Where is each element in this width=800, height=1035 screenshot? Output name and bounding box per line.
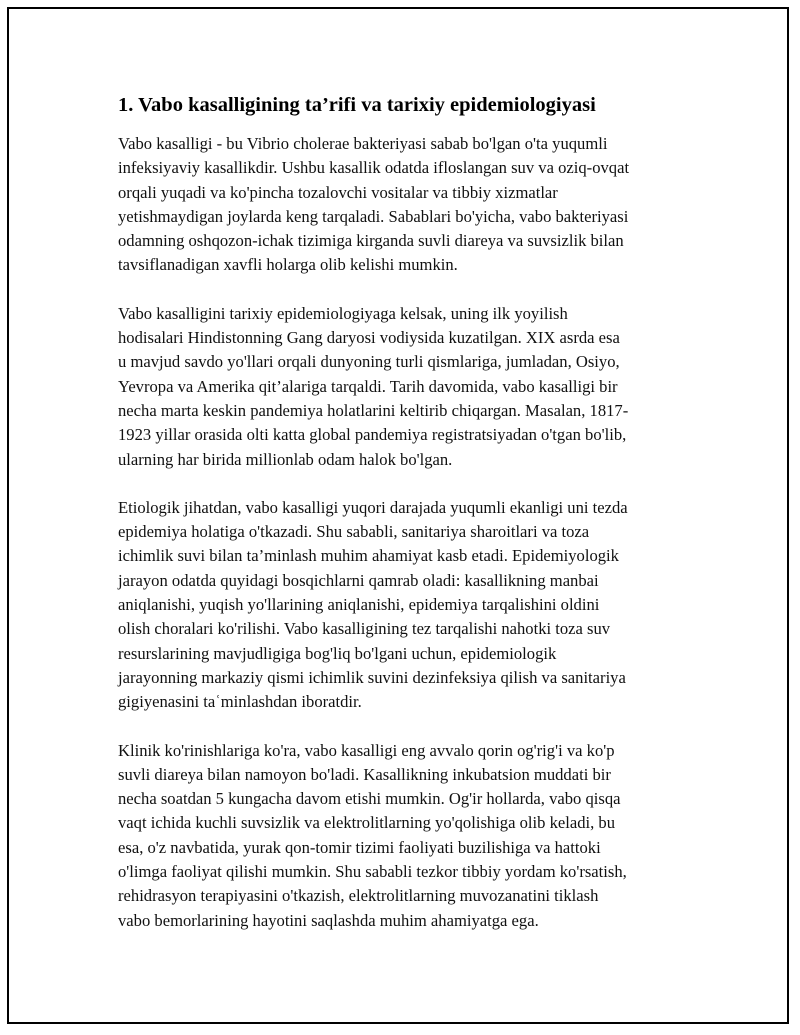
text-line: Vabo kasalligi - bu Vibrio cholerae bakteriyasi sabab bo'lgan o'ta yuqumli: [118, 134, 608, 153]
text-line: Klinik ko'rinishlariga ko'ra, vabo kasalligi eng avvalo qorin og'rig'i va ko'p: [118, 740, 615, 760]
paragraph-2: [118, 302, 698, 472]
text-line: necha soatdan 5 kungacha davom etishi mumkin. Og'ir hollarda, vabo qisqa: [118, 789, 621, 809]
text-line: hodisalari Hindistonning Gang daryosi vodiysida kuzatilgan. XIX asrda esa: [118, 328, 620, 348]
text-line: jarayon odatda quyidagi bosqichlarni qamrab oladi: kasallikning manbai: [118, 570, 599, 590]
text-line: esa, o'z navbatida, yurak qon-tomir tizimi faoliyati buzilishiga va hattoki: [118, 837, 601, 857]
text-line: odamning oshqozon-ichak tizimiga kirganda suvli diareya va suvsizlik bilan: [118, 231, 624, 251]
text-line: ichimlik suvi bilan ta’minlash muhim ahamiyat kasb etadi. Epidemiyologik: [118, 546, 619, 566]
text-line: u mavjud savdo yo'llari orqali dunyoning turli qismlariga, jumladan, Osiyo,: [118, 352, 620, 372]
text-line: resurslarining mavjudligiga bog'liq bo'lgani uchun, epidemiologik: [118, 643, 557, 663]
text-line: epidemiya holatiga o'tkazadi. Shu sababli, sanitariya sharoitlari va toza: [118, 522, 590, 542]
section-heading: 1. Vabo kasalligining ta’rifi va tarixiy epidemiologiyasi: [118, 94, 596, 116]
text-line: Etiologik jihatdan, vabo kasalligi yuqori darajada yuqumli ekanligi uni tezda: [118, 497, 628, 517]
document-body: [118, 92, 698, 957]
text-line: tavsiflanadigan xavfli holarga olib kelishi mumkin.: [118, 255, 458, 275]
text-line: gigiyenasini taʿminlashdan iboratdir.: [118, 692, 362, 712]
text-line: ularning har birida millionlab odam halok bo'lgan.: [118, 449, 453, 469]
text-line: 1923 yillar orasida olti katta global pandemiya registratsiyadan o'tgan bo'lib,: [118, 425, 627, 445]
text-line: vabo bemorlarining hayotini saqlashda muhim ahamiyatga ega.: [118, 910, 539, 930]
text-line: yetishmaydigan joylarda keng tarqaladi. Sabablari bo'yicha, vabo bakteriyasi: [118, 206, 629, 226]
text-line: o'limga faoliyat qilishi mumkin. Shu sababli tezkor tibbiy yordam ko'rsatish,: [118, 862, 627, 882]
paragraph-4: [118, 739, 698, 933]
text-line: Yevropa va Amerika qit’alariga tarqaldi. Tarih davomida, vabo kasalligi bir: [118, 376, 618, 396]
text-line: aniqlanishi, yuqish yo'llarining aniqlanishi, epidemiya tarqalishini oldini: [118, 595, 600, 615]
text-line: vaqt ichida kuchli suvsizlik va elektrolitlarning yo'qolishiga olib keladi, bu: [118, 813, 616, 833]
text-line: necha marta keskin pandemiya holatlarini keltirib chiqargan. Masalan, 1817-: [118, 400, 629, 420]
text-line: infeksiyaviy kasallikdir. Ushbu kasallik odatda ifloslangan suv va oziq-ovqat: [118, 158, 630, 178]
paragraph-1: [118, 132, 698, 278]
text-line: rehidrasyon terapiyasini o'tkazish, elektrolitlarning muvozanatini tiklash: [118, 886, 599, 906]
paragraph-3: [118, 496, 698, 715]
paragraphs-container: [118, 132, 698, 933]
text-line: suvli diareya bilan namoyon bo'ladi. Kasallikning inkubatsion muddati bir: [118, 764, 611, 784]
text-line: jarayonning markaziy qismi ichimlik suvini dezinfeksiya qilish va sanitariya: [118, 667, 626, 687]
text-line: orqali yuqadi va ko'pincha tozalovchi vositalar va tibbiy xizmatlar: [118, 182, 558, 202]
text-line: olish choralari ko'rilishi. Vabo kasalligining tez tarqalishi nahotki toza suv: [118, 619, 611, 639]
text-line: Vabo kasalligini tarixiy epidemiologiyaga kelsak, uning ilk yoyilish: [118, 303, 568, 323]
